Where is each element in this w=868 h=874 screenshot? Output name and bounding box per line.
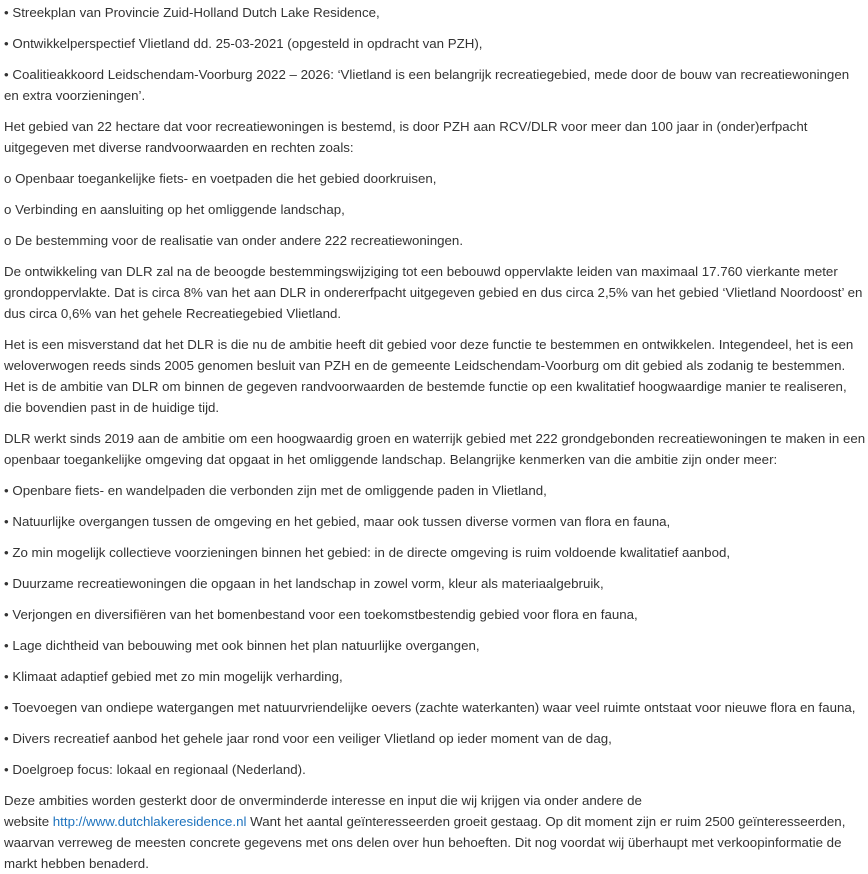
condition-item: o Verbinding en aansluiting op het omliggende landschap,	[4, 202, 345, 217]
condition-item: o Openbaar toegankelijke fiets- en voetpaden die het gebied doorkruisen,	[4, 171, 437, 186]
feature-item: • Toevoegen van ondiepe watergangen met natuurvriendelijke oevers (zachte waterkanten) waar veel ruimte ontstaat voor nieuwe flora en fauna,	[4, 700, 856, 715]
paragraph-development: De ontwikkeling van DLR zal na de beoogde bestemmingswijziging tot een bebouwd oppervlakte leiden van maximaal 17.760 vierkante meter grondoppervlakte. Dat is circa 8% van het aan DLR in ondererfpacht uitgegeven gebied en dus circa 2,5% van het gebied ‘Vlietland Noordoost’ en dus circa 0,6% van het gehele Recreatiegebied Vlietland.	[4, 264, 863, 321]
feature-item: • Duurzame recreatiewoningen die opgaan in het landschap in zowel vorm, kleur als materiaalgebruik,	[4, 576, 604, 591]
feature-item: • Doelgroep focus: lokaal en regionaal (Nederland).	[4, 762, 306, 777]
feature-item: • Divers recreatief aanbod het gehele jaar rond voor een veiliger Vlietland op ieder moment van de dag,	[4, 731, 612, 746]
paragraph-area: Het gebied van 22 hectare dat voor recreatiewoningen is bestemd, is door PZH aan RCV/DLR voor meer dan 100 jaar in (onder)erfpacht uitgegeven met diverse randvoorwaarden en rechten zoals:	[4, 119, 808, 155]
feature-item: • Natuurlijke overgangen tussen de omgeving en het gebied, maar ook tussen diverse vormen van flora en fauna,	[4, 514, 671, 529]
paragraph-misunderstanding: Het is een misverstand dat het DLR is die nu de ambitie heeft dit gebied voor deze functie te bestemmen en ontwikkelen. Integendeel, het is een weloverwogen reeds sinds 2005 genomen besluit van PZH en de gemeente Leidschendam-Voorburg om dit gebied als zodanig te bestemmen. Het is de ambitie van DLR om binnen de gegeven randvoorwaarden de bestemde functie op een kwalitatief hoogwaardige manier te realiseren, die bovendien past in de huidige tijd.	[4, 337, 854, 415]
intro-bullet: • Ontwikkelperspectief Vlietland dd. 25-03-2021 (opgesteld in opdracht van PZH),	[4, 36, 483, 51]
closing-text: Deze ambities worden gesterkt door de onverminderde interesse en input die wij krijgen via onder andere de	[4, 793, 642, 808]
feature-item: • Lage dichtheid van bebouwing met ook binnen het plan natuurlijke overgangen,	[4, 638, 480, 653]
intro-bullet: • Coalitieakkoord Leidschendam-Voorburg 2022 – 2026: ‘Vlietland is een belangrijk recreatiegebied, mede door de bouw van recreatiewoningen en extra voorzieningen’.	[4, 67, 850, 103]
closing-text-after: Want het aantal geïnteresseerden groeit gestaag. Op dit moment zijn er ruim 2500 geïnteresseerden, waarvan verreweg de meesten concrete gegevens met ons delen over hun behoeften. Dit nog voordat wij überhaupt met verkoopinformatie de markt hebben benaderd.	[4, 814, 846, 871]
feature-item: • Verjongen en diversifiëren van het bomenbestand voor een toekomstbestendig gebied voor flora en fauna,	[4, 607, 638, 622]
website-link[interactable]: http://www.dutchlakeresidence.nl	[52, 814, 247, 829]
feature-item: • Klimaat adaptief gebied met zo min mogelijk verharding,	[4, 669, 343, 684]
paragraph-ambition: DLR werkt sinds 2019 aan de ambitie om een hoogwaardig groen en waterrijk gebied met 222 grondgebonden recreatiewoningen te maken in een openbaar toegankelijke omgeving dat opgaat in het omliggende landschap. Belangrijke kenmerken van die ambitie zijn onder meer:	[4, 431, 866, 467]
intro-bullet: • Streekplan van Provincie Zuid-Holland Dutch Lake Residence,	[4, 5, 380, 20]
feature-item: • Openbare fiets- en wandelpaden die verbonden zijn met de omliggende paden in Vlietland,	[4, 483, 547, 498]
closing-website-prefix: website	[4, 814, 53, 829]
paragraph-closing	[4, 790, 866, 874]
feature-item: • Zo min mogelijk collectieve voorzieningen binnen het gebied: in de directe omgeving is ruim voldoende kwalitatief aanbod,	[4, 545, 731, 560]
condition-item: o De bestemming voor de realisatie van onder andere 222 recreatiewoningen.	[4, 233, 464, 248]
